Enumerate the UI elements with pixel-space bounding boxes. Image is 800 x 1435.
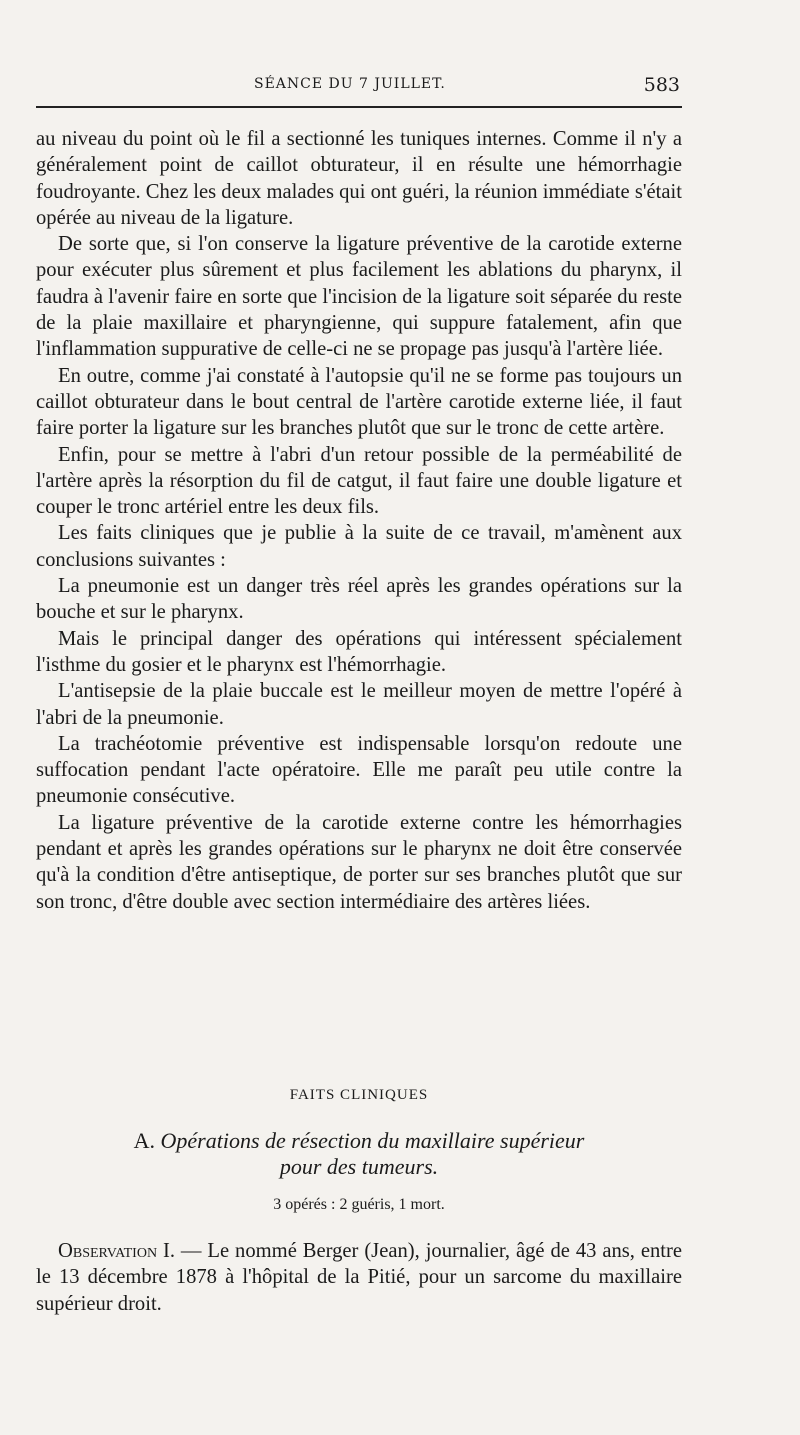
- paragraph: De sorte que, si l'on conserve la ligature préventive de la carotide externe pour exécuter plus sûrement et plus facilement les ablations du pharynx, il faudra à l'avenir faire en sorte que l'incision de la ligature soit séparée du reste de la plaie maxillaire et pharyngienne, qui suppure fatalement, afin que l'inflammation suppurative de celle-ci ne se propage pas jusqu'à l'artère liée.: [36, 233, 682, 361]
- running-head: SÉANCE DU 7 JUILLET.: [254, 76, 446, 92]
- paragraph: L'antisepsie de la plaie buccale est le meilleur moyen de mettre l'opéré à l'abri de la pneumonie.: [36, 680, 682, 729]
- paragraph: La ligature préventive de la carotide externe contre les hémorrhagies pendant et après les grandes opérations sur le pharynx ne doit être conservée qu'à la condition d'être antiseptique, de porter sur ses branches plutôt que sur son tronc, d'être double avec section intermédiaire des artères liées.: [36, 811, 682, 913]
- paragraph: Les faits cliniques que je publie à la suite de ce travail, m'amènent aux conclusions suivantes :: [36, 522, 682, 571]
- paragraph: En outre, comme j'ai constaté à l'autopsie qu'il ne se forme pas toujours un caillot obturateur dans le bout central de l'artère carotide externe liée, il faut faire porter la ligature sur les branches plutôt que sur le tronc de cette artère.: [36, 364, 682, 440]
- observation-label: Observation I.: [58, 1240, 175, 1262]
- paragraph: La pneumonie est un danger très réel après les grandes opérations sur la bouche et sur le pharynx.: [36, 575, 682, 624]
- subsection-title-line1: Opérations de résection du maxillaire supérieur: [160, 1128, 585, 1153]
- section-title: FAITS CLINIQUES: [289, 1087, 429, 1103]
- case-statistics: 3 opérés : 2 guéris, 1 mort.: [273, 1196, 445, 1213]
- subsection-letter: A.: [133, 1128, 156, 1153]
- paragraph: Mais le principal danger des opérations qui intéressent spécialement l'isthme du gosier et le pharynx est l'hémorrhagie.: [36, 627, 682, 676]
- observation: [36, 1238, 682, 1317]
- observation-text: — Le nommé Berger (Jean), journalier, âgé de 43 ans, entre le 13 décembre 1878 à l'hôpital de la Pitié, pour un sarcome du maxillaire supérieur droit.: [36, 1240, 683, 1315]
- paragraph: La trachéotomie préventive est indispensable lorsqu'on redoute une suffocation pendant l'acte opératoire. Elle me paraît peu utile contre la pneumonie consécutive.: [36, 732, 682, 808]
- paragraph: Enfin, pour se mettre à l'abri d'un retour possible de la perméabilité de l'artère après la résorption du fil de catgut, il faut faire une double ligature et couper le tronc artériel entre les deux fils.: [36, 443, 682, 519]
- subsection-heading: [36, 1128, 682, 1180]
- subsection-title-line2: pour des tumeurs.: [279, 1154, 439, 1179]
- paragraph: au niveau du point où le fil a sectionné les tuniques internes. Comme il n'y a généralement point de caillot obturateur, il en résulte une hémorrhagie foudroyante. Chez les deux malades qui ont guéri, la réunion immédiate s'était opérée au niveau de la ligature.: [36, 128, 682, 229]
- page-header: [36, 76, 682, 98]
- header-rule: [36, 106, 682, 108]
- body-text: [36, 126, 682, 915]
- page-number: 583: [643, 74, 680, 96]
